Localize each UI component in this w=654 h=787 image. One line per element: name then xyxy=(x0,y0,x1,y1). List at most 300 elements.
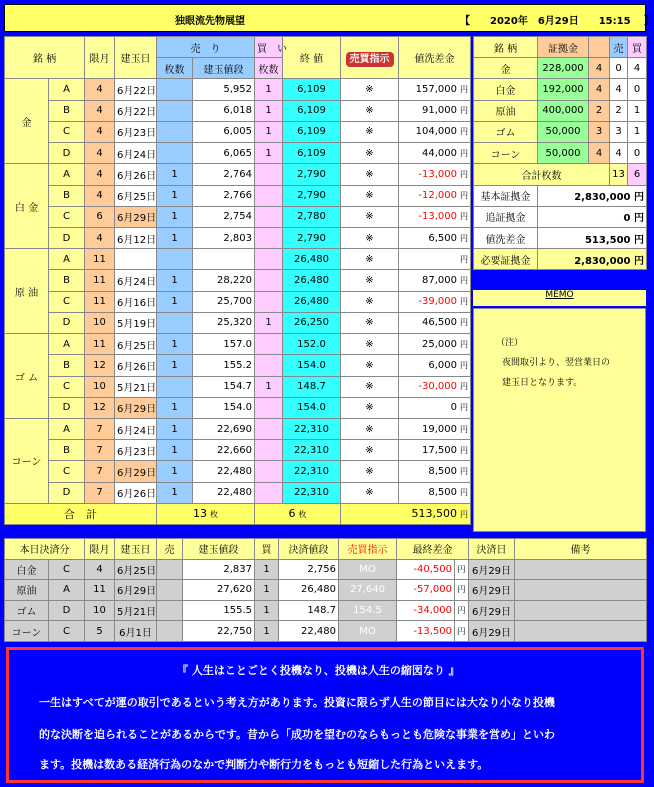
table-row xyxy=(5,461,471,482)
pl-value: -40,500 xyxy=(397,559,455,580)
buy-count xyxy=(255,164,283,185)
yen-unit: 円 xyxy=(460,339,468,349)
date-cell: 6月23日 xyxy=(115,121,157,142)
yen-unit: 円 xyxy=(455,580,469,601)
entry-price: 22,660 xyxy=(193,440,255,461)
yen-unit: 円 xyxy=(460,127,468,137)
yen-unit: 円 xyxy=(460,254,468,264)
contract-label: C xyxy=(49,621,85,642)
date-cell: 6月29日 xyxy=(115,206,157,227)
signal-cell: ※ xyxy=(341,270,399,291)
date-cell xyxy=(115,249,157,270)
table-row xyxy=(5,621,647,642)
contract-label: C xyxy=(49,461,85,482)
count-sell: 13 xyxy=(610,164,628,185)
pl-cell xyxy=(399,482,471,503)
close-price: 6,109 xyxy=(283,100,341,121)
summary-value: 0 円 xyxy=(538,206,647,227)
buy-count: 4 xyxy=(628,58,647,79)
signal-cell: MO xyxy=(339,559,397,580)
yen-unit: 円 xyxy=(460,510,468,520)
pl-value: 46,500 xyxy=(422,317,457,329)
signal-cell: 27,640 xyxy=(339,580,397,601)
signal-cell: ※ xyxy=(341,397,399,418)
signal-button[interactable]: 売買指示 xyxy=(346,52,394,67)
sell-count: 4 xyxy=(610,143,628,164)
pl-value: -30,000 xyxy=(418,381,457,393)
table-row xyxy=(474,58,647,79)
settle-price: 22,480 xyxy=(279,621,339,642)
month-cell: 12 xyxy=(85,397,115,418)
table-row xyxy=(5,376,471,397)
entry-price: 2,764 xyxy=(193,164,255,185)
contract-label: C xyxy=(49,206,85,227)
buy-count xyxy=(255,334,283,355)
header-cell: 決済日 xyxy=(469,539,515,560)
yen-unit: 円 xyxy=(460,297,468,307)
buy-count: 1 xyxy=(255,143,283,164)
commodity-name: 白金 xyxy=(5,559,49,580)
month-cell: 4 xyxy=(85,100,115,121)
header-cell xyxy=(341,37,399,79)
header-cell: 売買指示 xyxy=(339,539,397,560)
sell-count: 1 xyxy=(157,461,193,482)
close-price: 2,790 xyxy=(283,164,341,185)
header-cell: 買 xyxy=(628,37,647,58)
table-row xyxy=(5,397,471,418)
yen-unit: 円 xyxy=(460,212,468,222)
yen-unit: 円 xyxy=(460,106,468,116)
pl-value: 44,000 xyxy=(422,147,457,159)
commodity-name: 原油 xyxy=(474,100,538,121)
date-cell: 6月25日 xyxy=(115,185,157,206)
close-price: 148.7 xyxy=(283,376,341,397)
commodity-name: コーン xyxy=(5,418,49,503)
signal-cell: 154.5 xyxy=(339,600,397,621)
sell-count xyxy=(157,621,183,642)
signal-cell: ※ xyxy=(341,249,399,270)
buy-count: 1 xyxy=(255,559,279,580)
entry-price xyxy=(193,249,255,270)
header-row xyxy=(5,37,471,58)
pl-value: 157,000 xyxy=(415,84,457,96)
table-row xyxy=(5,143,471,164)
signal-cell: ※ xyxy=(341,461,399,482)
settle-date: 6月29日 xyxy=(469,621,515,642)
summary-label: 必要証拠金 xyxy=(474,249,538,270)
count-buy: 6 xyxy=(628,164,647,185)
contract-label: D xyxy=(49,312,85,333)
sell-count: 1 xyxy=(157,164,193,185)
buy-count xyxy=(255,397,283,418)
date-cell: 6月24日 xyxy=(115,143,157,164)
pl-value: 8,500 xyxy=(428,487,457,499)
contract-label: C xyxy=(49,559,85,580)
sell-count: 4 xyxy=(610,79,628,100)
pl-value: -13,000 xyxy=(418,211,457,223)
month-cell: 11 xyxy=(85,334,115,355)
contract-label: A xyxy=(49,164,85,185)
total-amount-value: 513,500 xyxy=(411,507,457,521)
yen-unit: 円 xyxy=(460,233,468,243)
pl-cell xyxy=(399,79,471,100)
table-row xyxy=(5,100,471,121)
pl-cell xyxy=(399,397,471,418)
buy-count xyxy=(255,249,283,270)
signal-cell: ※ xyxy=(341,206,399,227)
commodity-name: コーン xyxy=(5,621,49,642)
pl-value: 17,500 xyxy=(422,444,457,456)
close-price: 22,310 xyxy=(283,482,341,503)
date-cell: 6月23日 xyxy=(115,440,157,461)
commodity-name: ゴム xyxy=(474,121,538,142)
settle-date: 6月29日 xyxy=(469,580,515,601)
entry-price: 6,018 xyxy=(193,100,255,121)
signal-cell: ※ xyxy=(341,440,399,461)
count-label: 合計枚数 xyxy=(474,164,610,185)
yen-unit: 円 xyxy=(460,148,468,158)
close-price: 154.0 xyxy=(283,355,341,376)
header-cell: 建玉値段 xyxy=(183,539,255,560)
month-cell: 10 xyxy=(85,376,115,397)
signal-cell: ※ xyxy=(341,164,399,185)
summary-value: 2,830,000 円 xyxy=(538,249,647,270)
signal-cell: ※ xyxy=(341,418,399,439)
sell-count: 0 xyxy=(610,58,628,79)
close-price: 26,480 xyxy=(283,270,341,291)
margin-value: 50,000 xyxy=(538,121,589,142)
contract-label: C xyxy=(49,376,85,397)
yen-unit: 円 xyxy=(460,276,468,286)
close-price: 22,310 xyxy=(283,418,341,439)
entry-price: 28,220 xyxy=(193,270,255,291)
pl-cell xyxy=(399,291,471,312)
month-cell: 7 xyxy=(85,440,115,461)
date-cell: 6月16日 xyxy=(115,291,157,312)
header-cell: 最終差金 xyxy=(397,539,469,560)
contract-label: B xyxy=(49,355,85,376)
buy-count xyxy=(255,418,283,439)
header-cell: 本日決済分 xyxy=(5,539,85,560)
date-cell: 5月21日 xyxy=(115,376,157,397)
header-cell: 売 xyxy=(610,37,628,58)
close-price: 22,310 xyxy=(283,440,341,461)
yen-unit: 円 xyxy=(455,559,469,580)
header-cell: 終 値 xyxy=(283,37,341,79)
pl-value: -13,000 xyxy=(418,168,457,180)
close-price: 2,780 xyxy=(283,206,341,227)
quote-panel xyxy=(6,647,644,783)
close-price: 2,790 xyxy=(283,227,341,248)
pl-value: 104,000 xyxy=(415,126,457,138)
date-cell: 6月24日 xyxy=(115,270,157,291)
sell-count: 1 xyxy=(157,185,193,206)
header-cell: 建玉日 xyxy=(115,37,157,79)
yen-unit: 円 xyxy=(460,85,468,95)
yen-unit: 円 xyxy=(460,466,468,476)
sell-count: 1 xyxy=(157,291,193,312)
signal-cell: ※ xyxy=(341,143,399,164)
table-row xyxy=(5,270,471,291)
sell-count: 1 xyxy=(157,334,193,355)
summary-row xyxy=(474,249,647,270)
contract-label: B xyxy=(49,100,85,121)
header-cell: 買 い xyxy=(255,37,283,58)
contract-label: C xyxy=(49,291,85,312)
quote-line: 的な決断を迫られることがあるからです。昔から「成功を望むのならもっとも危険な事業を営め」といわ xyxy=(39,728,556,741)
date-cell: 5月21日 xyxy=(115,600,157,621)
yen-unit: 円 xyxy=(460,488,468,498)
header-cell: 建玉日 xyxy=(115,539,157,560)
yen-unit: 円 xyxy=(460,360,468,370)
buy-count: 1 xyxy=(255,376,283,397)
month-cell: 4 xyxy=(85,559,115,580)
entry-price: 25,700 xyxy=(193,291,255,312)
buy-count xyxy=(255,482,283,503)
memo-line: （注） xyxy=(496,338,524,348)
quote-title: 『 人生はことごとく投機なり、投機は人生の縮図なり 』 xyxy=(177,664,460,677)
table-row xyxy=(474,100,647,121)
commodity-name: 金 xyxy=(474,58,538,79)
table-row xyxy=(474,121,647,142)
buy-count: 1 xyxy=(255,580,279,601)
pl-value: 91,000 xyxy=(422,105,457,117)
pl-value: 87,000 xyxy=(422,275,457,287)
buy-count xyxy=(255,206,283,227)
entry-price: 6,065 xyxy=(193,143,255,164)
quote-line: ます。投機は数ある経済行為のなかで判断力や断行力をもっとも短縮した行為といえます。 xyxy=(39,758,489,771)
total-label: 合 計 xyxy=(5,503,157,524)
pl-value: -12,000 xyxy=(418,190,457,202)
entry-price: 154.7 xyxy=(193,376,255,397)
buy-count xyxy=(255,461,283,482)
date-cell: 6月1日 xyxy=(115,621,157,642)
signal-cell: ※ xyxy=(341,355,399,376)
contract-label: A xyxy=(49,580,85,601)
sell-count: 3 xyxy=(610,121,628,142)
entry-price: 5,952 xyxy=(193,79,255,100)
header-row xyxy=(474,37,647,58)
commodity-name: 白 金 xyxy=(5,164,49,249)
table-row xyxy=(5,185,471,206)
month-cell: 5 xyxy=(85,621,115,642)
header-cell: 値洗差金 xyxy=(399,37,471,79)
contract-label: D xyxy=(49,482,85,503)
table-row xyxy=(5,206,471,227)
total-buy xyxy=(255,503,341,524)
unit: 枚 xyxy=(298,510,307,520)
yen-unit: 円 xyxy=(455,600,469,621)
margin-count: 4 xyxy=(589,79,610,100)
entry-price: 22,690 xyxy=(193,418,255,439)
close-price: 6,109 xyxy=(283,143,341,164)
memo-link[interactable]: MEMO xyxy=(473,290,646,306)
entry-price: 6,005 xyxy=(193,121,255,142)
month-cell: 4 xyxy=(85,143,115,164)
sell-count: 2 xyxy=(610,100,628,121)
date-display: 【 2020年 6月29日 15:15 】 xyxy=(460,16,654,27)
pl-value: -39,000 xyxy=(418,296,457,308)
sell-count xyxy=(157,249,193,270)
contract-label: B xyxy=(49,185,85,206)
month-cell: 7 xyxy=(85,418,115,439)
entry-price: 25,320 xyxy=(193,312,255,333)
month-cell: 4 xyxy=(85,79,115,100)
commodity-name: コーン xyxy=(474,143,538,164)
pl-cell xyxy=(399,418,471,439)
commodity-name: ゴム xyxy=(5,600,49,621)
header-cell: 買 xyxy=(255,539,279,560)
signal-cell: ※ xyxy=(341,227,399,248)
yen-unit: 円 xyxy=(460,318,468,328)
buy-count: 1 xyxy=(628,100,647,121)
commodity-name: 原 油 xyxy=(5,249,49,334)
yen-unit: 円 xyxy=(460,169,468,179)
commodity-name: 金 xyxy=(5,79,49,164)
pl-value: 25,000 xyxy=(422,338,457,350)
contract-label: A xyxy=(49,334,85,355)
summary-value: 513,500 円 xyxy=(538,227,647,248)
margin-table xyxy=(473,36,647,270)
pl-cell xyxy=(399,440,471,461)
month-cell: 10 xyxy=(85,600,115,621)
entry-price: 22,750 xyxy=(183,621,255,642)
table-row xyxy=(5,79,471,100)
entry-price: 157.0 xyxy=(193,334,255,355)
pl-cell xyxy=(399,143,471,164)
close-price: 26,250 xyxy=(283,312,341,333)
close-price: 22,310 xyxy=(283,461,341,482)
month-cell: 11 xyxy=(85,291,115,312)
sell-count xyxy=(157,559,183,580)
table-row xyxy=(474,143,647,164)
buy-count: 1 xyxy=(628,121,647,142)
month-cell: 4 xyxy=(85,185,115,206)
close-price: 154.0 xyxy=(283,397,341,418)
pl-cell xyxy=(399,334,471,355)
settlement-table xyxy=(4,538,647,642)
header-cell: 建玉値段 xyxy=(193,58,255,79)
month-cell: 10 xyxy=(85,312,115,333)
month-cell: 4 xyxy=(85,164,115,185)
date-cell: 6月26日 xyxy=(115,355,157,376)
pl-cell xyxy=(399,185,471,206)
entry-price: 2,837 xyxy=(183,559,255,580)
pl-value: 6,500 xyxy=(428,232,457,244)
date-cell: 6月29日 xyxy=(115,461,157,482)
close-price: 26,480 xyxy=(283,249,341,270)
date-cell: 6月25日 xyxy=(115,334,157,355)
summary-row xyxy=(474,227,647,248)
month-cell: 4 xyxy=(85,227,115,248)
date-cell: 5月19日 xyxy=(115,312,157,333)
entry-price: 22,480 xyxy=(193,461,255,482)
margin-count: 2 xyxy=(589,100,610,121)
pl-cell xyxy=(399,206,471,227)
month-cell: 11 xyxy=(85,270,115,291)
contract-label: B xyxy=(49,440,85,461)
entry-price: 155.2 xyxy=(193,355,255,376)
sell-count: 1 xyxy=(157,482,193,503)
summary-label: 値洗差金 xyxy=(474,227,538,248)
memo-line: 夜間取引より、翌営業日の xyxy=(502,358,611,368)
date-cell: 6月24日 xyxy=(115,418,157,439)
signal-cell: ※ xyxy=(341,121,399,142)
sell-count xyxy=(157,580,183,601)
date-cell: 6月29日 xyxy=(115,397,157,418)
yen-unit: 円 xyxy=(460,382,468,392)
signal-cell: ※ xyxy=(341,185,399,206)
date-cell: 6月22日 xyxy=(115,100,157,121)
sell-count xyxy=(157,312,193,333)
date-cell: 6月25日 xyxy=(115,559,157,580)
close-price: 6,109 xyxy=(283,79,341,100)
month-cell: 7 xyxy=(85,461,115,482)
table-row xyxy=(474,79,647,100)
entry-price: 154.0 xyxy=(193,397,255,418)
contract-label: C xyxy=(49,121,85,142)
signal-cell: ※ xyxy=(341,100,399,121)
table-row xyxy=(5,482,471,503)
sell-count xyxy=(157,600,183,621)
contract-label: B xyxy=(49,270,85,291)
signal-cell: ※ xyxy=(341,312,399,333)
sell-count: 1 xyxy=(157,206,193,227)
table-row xyxy=(5,418,471,439)
pl-value: 8,500 xyxy=(428,465,457,477)
header-cell: 証拠金 xyxy=(538,37,589,58)
commodity-name: ゴ ム xyxy=(5,334,49,419)
pl-cell xyxy=(399,164,471,185)
date-cell: 6月26日 xyxy=(115,482,157,503)
contract-label: D xyxy=(49,143,85,164)
pl-value: -34,000 xyxy=(397,600,455,621)
settle-date: 6月29日 xyxy=(469,559,515,580)
total-amount xyxy=(341,503,471,524)
month-cell: 11 xyxy=(85,249,115,270)
buy-count: 1 xyxy=(255,100,283,121)
sell-count: 1 xyxy=(157,227,193,248)
margin-value: 50,000 xyxy=(538,143,589,164)
sell-count xyxy=(157,79,193,100)
pl-cell xyxy=(399,312,471,333)
buy-count xyxy=(255,440,283,461)
yen-unit: 円 xyxy=(460,424,468,434)
count-row xyxy=(474,164,647,185)
margin-value: 228,000 xyxy=(538,58,589,79)
pl-cell xyxy=(399,249,471,270)
buy-count: 1 xyxy=(255,121,283,142)
date-cell: 6月26日 xyxy=(115,164,157,185)
month-cell: 7 xyxy=(85,482,115,503)
signal-cell: ※ xyxy=(341,291,399,312)
notes-cell xyxy=(515,621,647,642)
header-cell: 銘 柄 xyxy=(5,37,85,79)
contract-label: D xyxy=(49,600,85,621)
total-row xyxy=(5,503,471,524)
pl-value: -13,500 xyxy=(397,621,455,642)
pl-cell xyxy=(399,270,471,291)
sell-count xyxy=(157,100,193,121)
margin-count: 4 xyxy=(589,143,610,164)
buy-count xyxy=(255,291,283,312)
month-cell: 11 xyxy=(85,580,115,601)
signal-cell: ※ xyxy=(341,376,399,397)
month-cell: 6 xyxy=(85,206,115,227)
notes-cell xyxy=(515,559,647,580)
total-sell-value: 13 xyxy=(193,507,207,521)
date-cell: 6月12日 xyxy=(115,227,157,248)
